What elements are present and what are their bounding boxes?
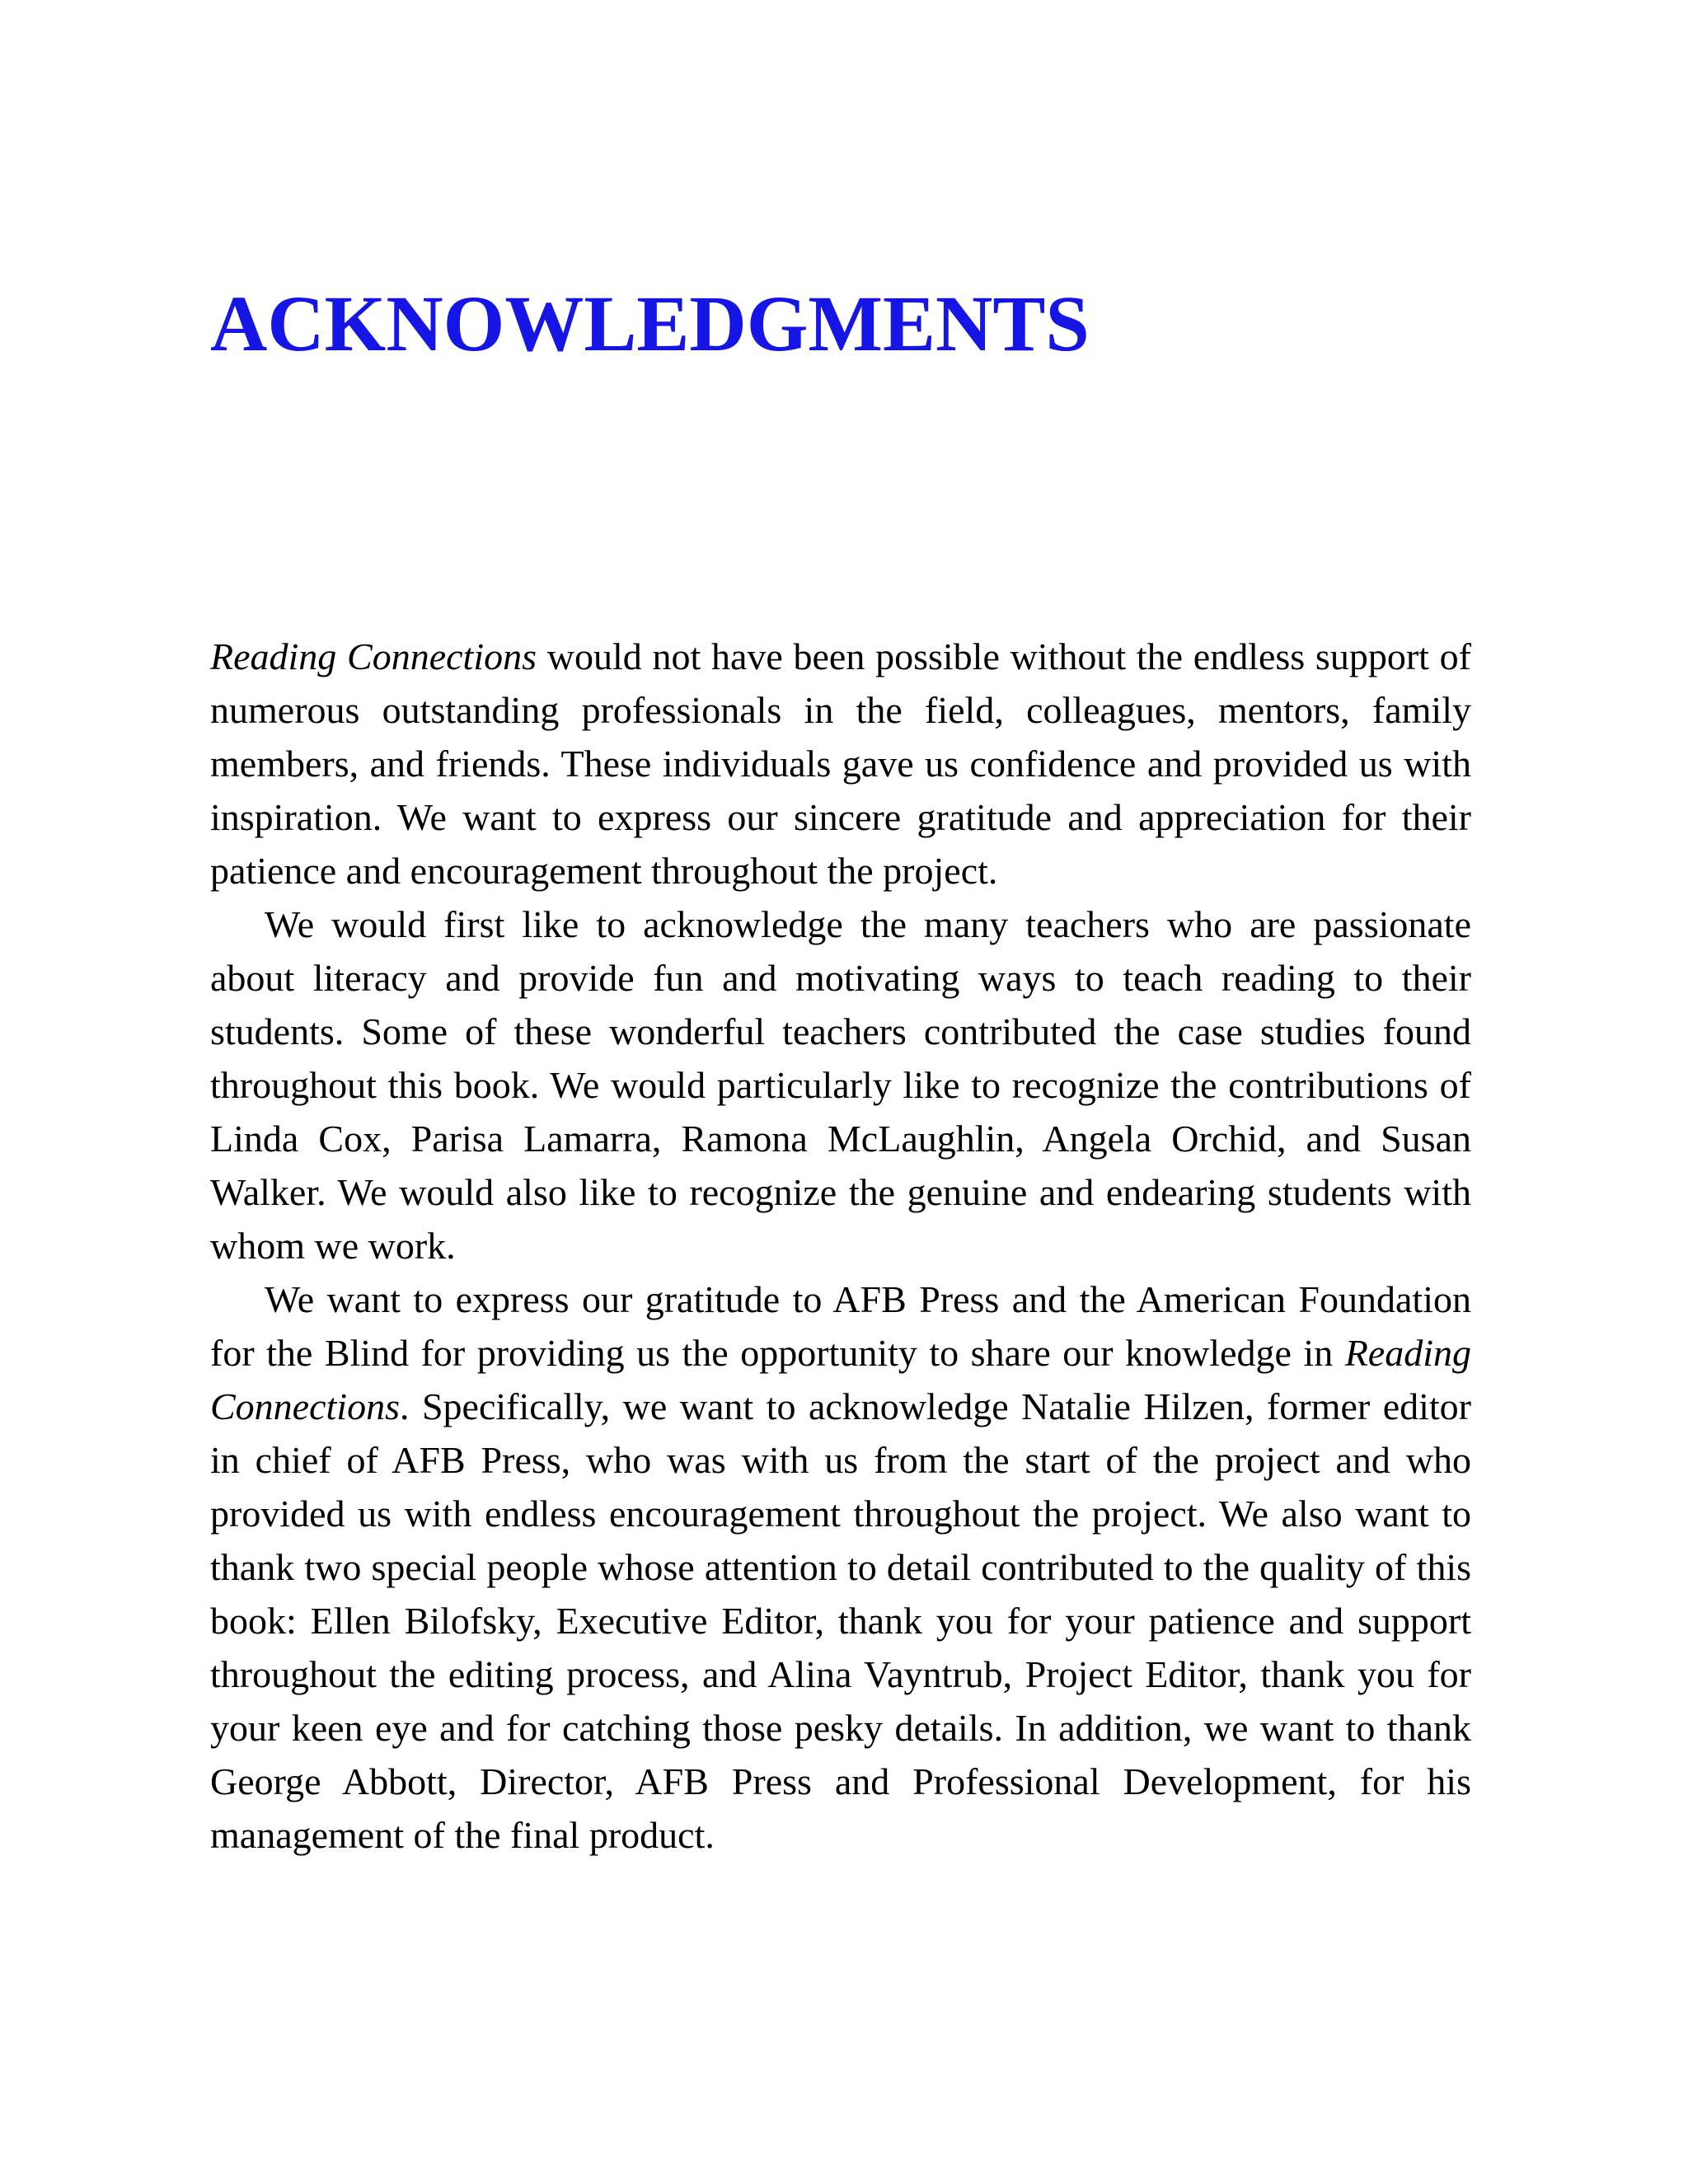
paragraph-3-text-before: We want to express our gratitude to AFB Press and the American Foundation for the Blind for providing us the opportunity to share our knowledge in — [210, 1278, 1471, 1374]
paragraph-2-text: We would first like to acknowledge the many teachers who are passionate about literacy and provide fun and motivating ways to teach reading to their students. Some of these wonderful teachers contributed the case studies found throughout this book. We would particularly like to recognize the contributions of Linda Cox, Parisa Lamarra, Ramona McLaughlin, Angela Orchid, and Susan Walker. We would also like to recognize the genuine and endearing students with whom we work. — [210, 903, 1471, 1267]
paragraph-3 — [210, 1272, 1471, 1862]
paragraph-1-text: would not have been possible without the endless support of numerous outstanding professionals in the field, colleagues, mentors, family members, and friends. These individuals gave us confidence and provided us with inspiration. We want to express our sincere gratitude and appreciation for their patience and encouragement throughout the project. — [210, 635, 1471, 892]
paragraph-2 — [210, 898, 1471, 1272]
paragraph-1 — [210, 630, 1471, 898]
body-text — [210, 630, 1471, 1862]
chapter-title: ACKNOWLEDGMENTS — [210, 279, 1090, 368]
book-title: Reading Connections — [210, 1332, 1471, 1427]
book-title: Reading Connections — [210, 635, 537, 677]
paragraph-3-text-after: . Specifically, we want to acknowledge Natalie Hilzen, former editor in chief of AFB Press, who was with us from the start of the project and who provided us with endless encouragement throughout the project. We also want to thank two special people whose attention to detail contributed to the quality of this book: Ellen Bilofsky, Executive Editor, thank you for your patience and support throughout the editing process, and Alina Vayntrub, Project Editor, thank you for your keen eye and for catching those pesky details. In addition, we want to thank George Abbott, Director, AFB Press and Professional Development, for his management of the final product. — [210, 1385, 1471, 1856]
